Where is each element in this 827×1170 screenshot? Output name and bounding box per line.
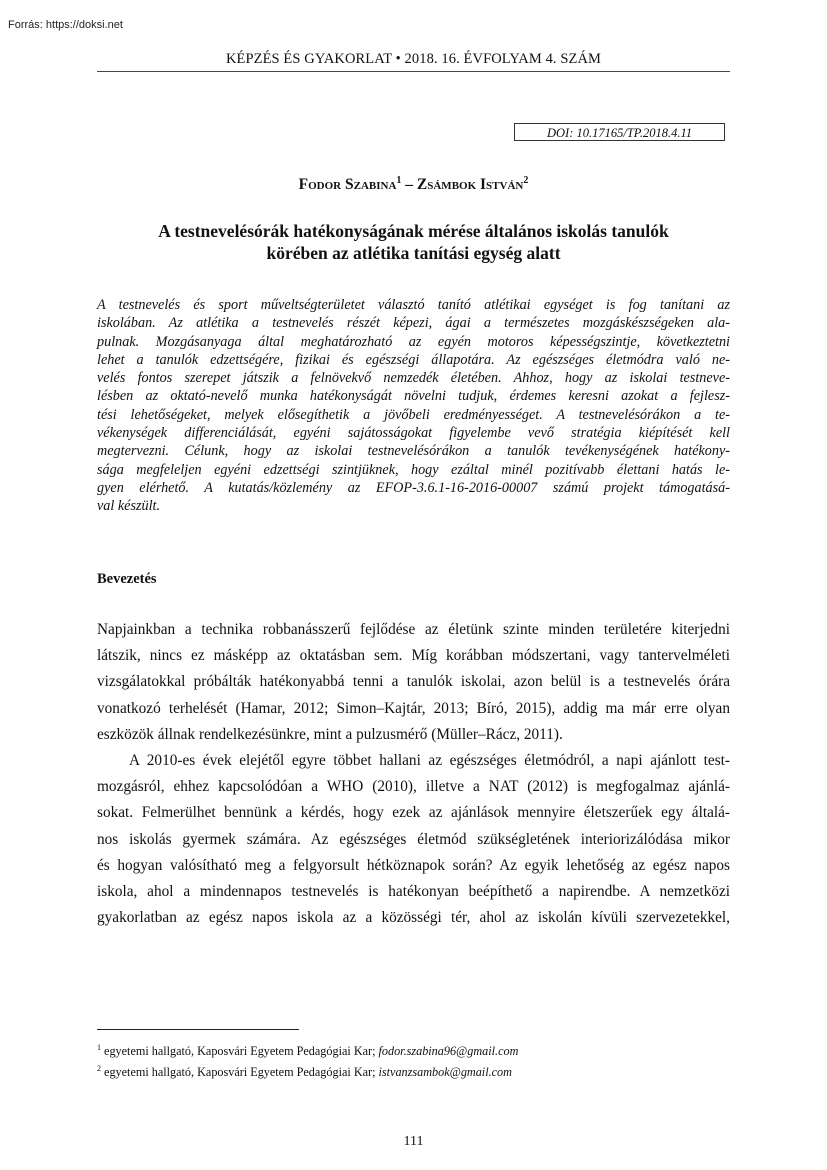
- header-divider: [97, 71, 730, 72]
- abstract-line: A testnevelés és sport műveltségterületet választó tanító atlétikai egységet is fog tanítani az: [97, 297, 730, 313]
- abstract-line: sága megfeleljen egyéni edzettségi szintjüknek, hogy ezáltal minél pozitívabb élettani hatás le-: [97, 461, 730, 478]
- abstract-line: vékenységek differenciálását, egyéni sajátosságokat figyelembe vevő stratégia kiépítését kell: [97, 425, 730, 442]
- title-line-2: körében az atlétika tanítási egység alatt: [266, 243, 561, 263]
- body-line: gyakorlatban az egész napos iskola az a közösségi tér, ahol az iskolán kívüli szervezetekkel,: [97, 909, 730, 927]
- page-number: 111: [403, 1134, 424, 1149]
- title-line-1: A testnevelésórák hatékonyságának mérése általános iskolás tanulók: [158, 221, 669, 241]
- footnote-mark: 2: [97, 1064, 101, 1074]
- abstract: [97, 296, 730, 516]
- author-separator: –: [401, 176, 417, 194]
- article-title: [97, 220, 730, 264]
- body-line: látszik, nincs ez másképp az oktatásban sem. Míg korábban módszertani, vagy tantervelméleti: [97, 647, 730, 665]
- doi-box: DOI: 10.17165/TP.2018.4.11: [514, 123, 725, 141]
- body-line: nos iskolás gyermek számára. Az egészséges életmód szükségletének interiorizálódása mikor: [97, 830, 730, 848]
- footnote-text: egyetemi hallgató, Kaposvári Egyetem Pedagógiai Kar;: [104, 1044, 379, 1059]
- body-line: vonatkozó terhelését (Hamar, 2012; Simon–Kajtár, 2013; Bíró, 2015), addig ma már erre olyan: [97, 699, 730, 717]
- body-line: Napjainkban a technika robbanásszerű fejlődése az életünk szinte minden területére kiterjedni: [97, 621, 730, 638]
- abstract-line: val készült.: [97, 498, 161, 515]
- footnote-email-link[interactable]: fodor.szabina96@gmail.com: [378, 1044, 519, 1059]
- source-label: Forrás: https://doksi.net: [8, 19, 123, 31]
- author-1-name: Fodor Szabina: [298, 176, 397, 194]
- footnote-email-link[interactable]: istvanzsambok@gmail.com: [378, 1065, 512, 1080]
- body-text: [97, 617, 730, 931]
- author-2-footnote-mark: 2: [523, 175, 529, 186]
- footnote-text: egyetemi hallgató, Kaposvári Egyetem Pedagógiai Kar;: [104, 1065, 379, 1080]
- abstract-line: velés fontos szerepet játszik a felnövekvő nemzedék életében. Ahhoz, hogy az iskolai testneve-: [97, 370, 730, 387]
- author-1-footnote-mark: 1: [396, 175, 402, 186]
- abstract-line: megtervezni. Célunk, hogy az iskolai testnevelésórákon a tanulók tevékenységének hatékony-: [97, 443, 730, 460]
- abstract-line: iskolában. Az atlétika a testnevelés részét képezi, ágai a természetes mozgáskészségeken ala-: [97, 315, 730, 332]
- author-2-name: Zsámbok István: [416, 176, 524, 194]
- body-line: vizsgálatokkal próbálták hatékonyabbá tenni a tanulók iskolai, azon belül is a testnevelés órára: [97, 673, 730, 691]
- abstract-line: gyen elérhető. A kutatás/közlemény az EFOP-3.6.1-16-2016-00007 számú projekt támogatásá-: [97, 479, 730, 496]
- footnote-2: [97, 1060, 518, 1081]
- footnote-mark: 1: [97, 1043, 101, 1052]
- abstract-line: tési lehetőségeket, melyek elősegíthetik a jövőbeli eredményességet. A testnevelésórákon a te-: [97, 406, 730, 423]
- body-line: iskola, ahol a mindennapos testnevelés is hatékonyan beépíthető a napirendbe. A nemzetközi: [97, 883, 730, 901]
- section-heading: Bevezetés: [97, 571, 157, 587]
- body-line: és hogyan valósítható meg a felgyorsult hétköznapok során? Az egyik lehetőség az egész napos: [97, 856, 730, 874]
- body-line: eszközök állnak rendelkezésünkre, mint a pulzusmérő (Müller–Rácz, 2011).: [97, 725, 563, 743]
- running-head: KÉPZÉS ÉS GYAKORLAT • 2018. 16. ÉVFOLYAM 4. SZÁM: [225, 51, 602, 67]
- authors-line: [97, 175, 730, 194]
- abstract-line: lehet a tanulók edzettségére, fizikai és egészségi állapotára. Az egészséges életmódra való ne-: [97, 351, 730, 368]
- footnote-divider: [97, 1029, 299, 1030]
- footnotes: [97, 1039, 518, 1081]
- body-line: sokat. Felmerülhet bennünk a kérdés, hogy ezek az ajánlások mennyire életszerűek egy általá-: [97, 804, 730, 822]
- abstract-line: lésben az oktató-nevelő munka hatékonyságát növelni tudjuk, érdemes keresni azokat a fejlesz-: [97, 388, 730, 405]
- abstract-line: pulnak. Mozgásanyaga által meghatározható az egyén motoros képességszintje, következtetni: [97, 333, 730, 350]
- footnote-1: [97, 1039, 518, 1060]
- body-line: mozgásról, ehhez kapcsolódóan a WHO (2010), illetve a NAT (2012) is megfogalmaz ajánlá-: [97, 778, 730, 796]
- body-line: A 2010-es évek elejétől egyre többet hallani az egészséges életmódról, a napi ajánlott test-: [129, 752, 730, 770]
